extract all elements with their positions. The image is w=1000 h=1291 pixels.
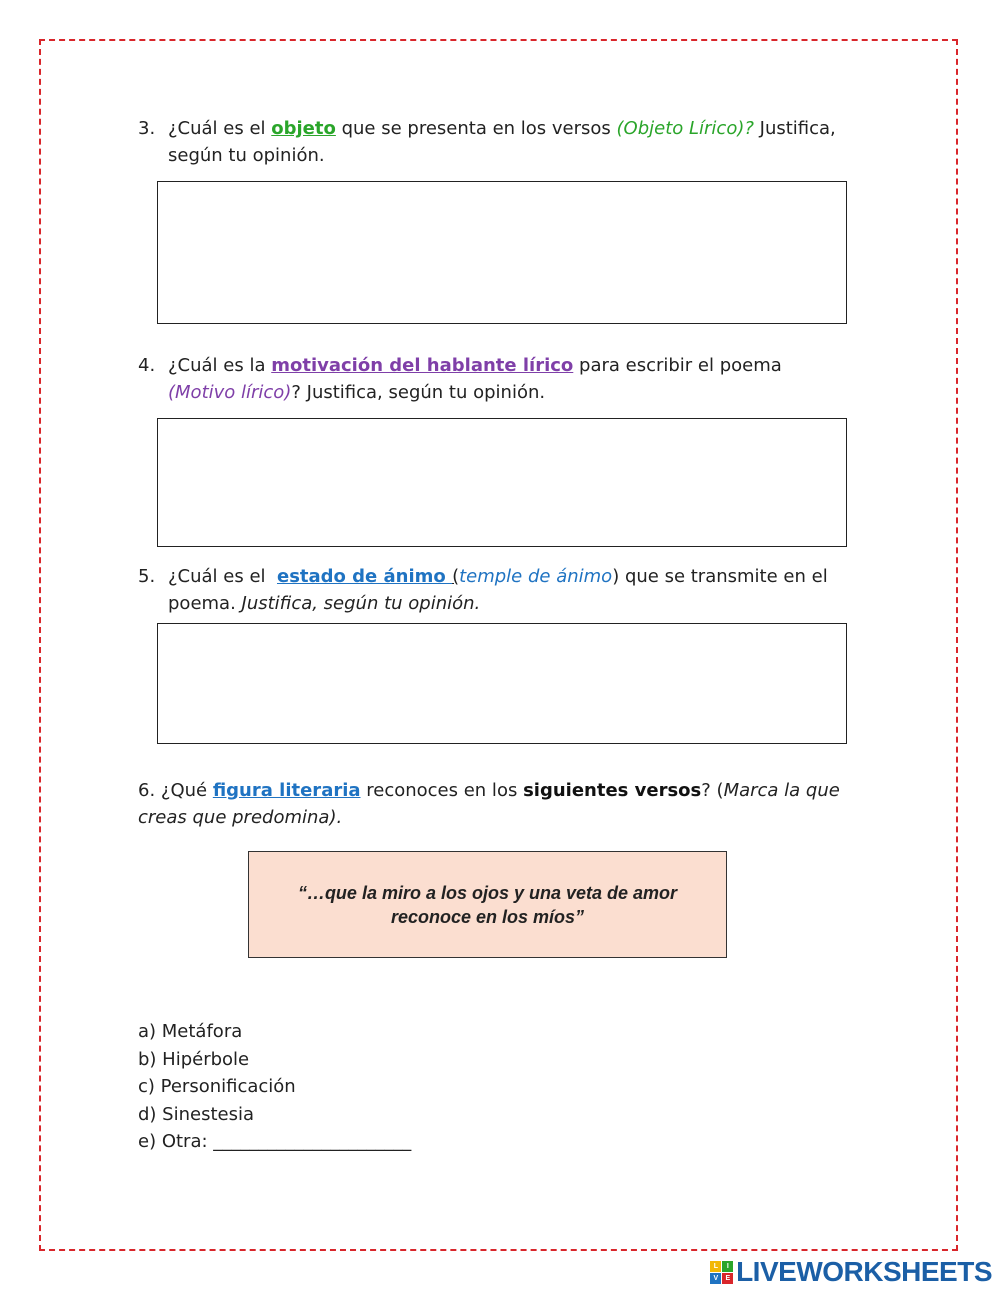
keyword-motivacion: motivación del hablante lírico (271, 355, 574, 376)
question-number: 4. (138, 355, 156, 376)
logo-mark-letter: I (722, 1261, 733, 1272)
logo-text: LIVEWORKSHEETS (736, 1256, 992, 1287)
question-text: ¿Cuál es el (168, 118, 272, 139)
question-text: ¿Cuál es la (168, 355, 272, 376)
hint-objeto-lirico: (Objeto Lírico)? (616, 118, 754, 139)
keyword-figura-literaria: figura literaria (212, 780, 361, 801)
question-text: poema. (168, 593, 242, 614)
question-text: 6. ¿Qué (138, 780, 213, 801)
liveworksheets-logo (710, 1256, 992, 1288)
answer-box-3[interactable] (157, 181, 847, 324)
option-e[interactable]: e) Otra: ______________________ (138, 1131, 412, 1152)
keyword-siguientes-versos: siguientes versos (523, 780, 702, 801)
logo-mark-icon (710, 1261, 733, 1284)
question-text: ? Justifica, según tu opinión. (291, 382, 546, 403)
question-text: ? ( (701, 780, 724, 801)
keyword-objeto: objeto (271, 118, 336, 139)
answer-box-4[interactable] (157, 418, 847, 547)
logo-mark-letter: L (710, 1261, 721, 1272)
question-number: 3. (138, 118, 156, 139)
question-text: ¿Cuál es el (168, 566, 277, 587)
hint-temple-de-animo: temple de ánimo (459, 566, 613, 587)
logo-mark-letter: E (722, 1273, 733, 1284)
question-text: ) que se transmite en el (612, 566, 828, 587)
question-hint: Marca la que (723, 780, 840, 801)
question-text-italic: Justifica, según tu opinión. (241, 593, 481, 614)
question-number: 5. (138, 566, 156, 587)
keyword-estado-de-animo: estado de ánimo (276, 566, 453, 587)
question-text: que se presenta en los versos (335, 118, 617, 139)
question-hint: creas que predomina). (138, 807, 343, 828)
hint-motivo-lirico: (Motivo lírico) (168, 382, 292, 403)
question-6 (138, 777, 858, 831)
option-d[interactable]: d) Sinestesia (138, 1103, 254, 1125)
question-text: Justifica, (753, 118, 836, 139)
answer-box-5[interactable] (157, 623, 847, 744)
question-text: según tu opinión. (168, 145, 325, 166)
option-b[interactable]: b) Hipérbole (138, 1048, 250, 1070)
option-a[interactable]: a) Metáfora (138, 1021, 243, 1042)
verse-quote-box (248, 851, 727, 958)
question-text: reconoces en los (360, 780, 524, 801)
question-text: para escribir el poema (573, 355, 782, 376)
option-c[interactable]: c) Personificación (138, 1076, 296, 1097)
answer-options (138, 1018, 411, 1156)
verse-quote: “…que la miro a los ojos y una veta de amor reconoce en los míos” (297, 882, 678, 927)
logo-mark-letter: V (710, 1273, 721, 1284)
paren: ( (452, 566, 460, 587)
